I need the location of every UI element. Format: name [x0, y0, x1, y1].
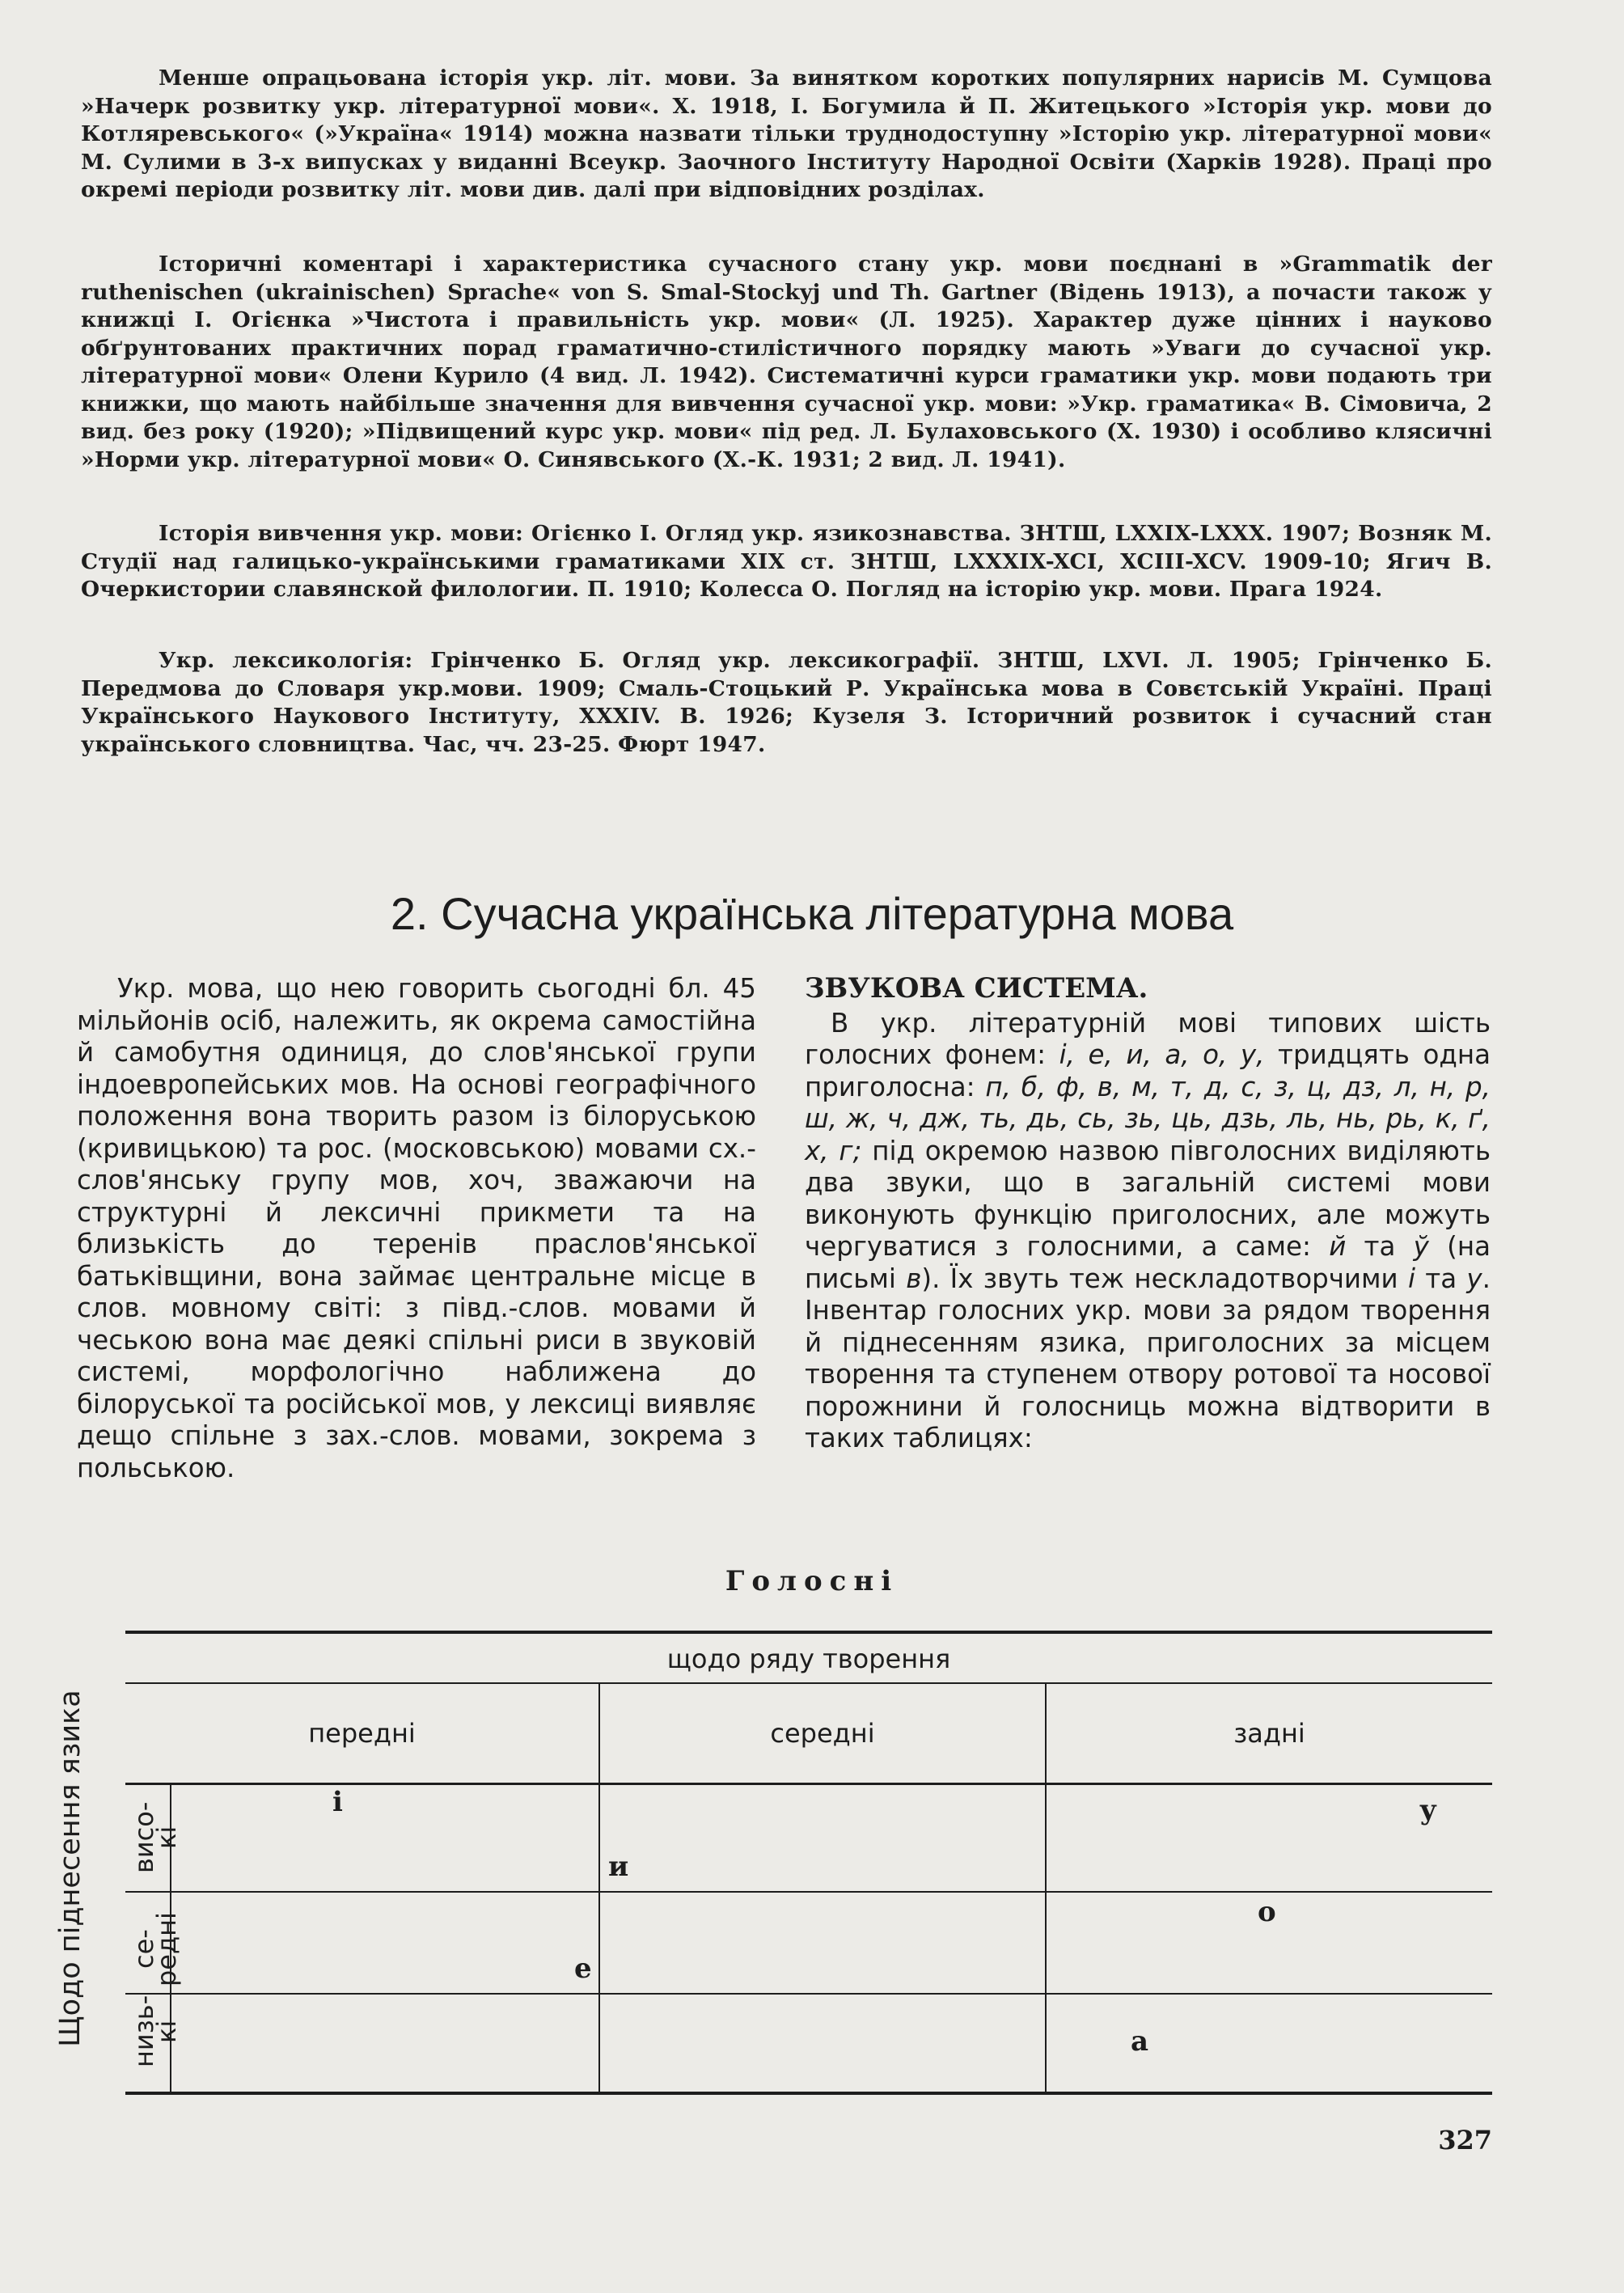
table-top-rule	[125, 1631, 1492, 1634]
table-row-rule-2	[125, 1993, 1492, 1995]
column-header-back: задні	[1233, 1718, 1305, 1749]
bibliography-paragraph-3: Історія вивчення укр. мови: Огієнко І. Огляд укр. язикознавства. ЗНТШ, LXXIX-LXXX. 1907; Возняк М. Студії над галицько-українськими граматиками XIX ст. ЗНТШ, LXXXIX-XCI, XCIII-XCV. 1909-10; Ягич В. Очеркистории славянской филологии. П. 1910; Колесса О. Погляд на історію укр. мови. Прага 1924.	[81, 521, 1492, 602]
vowel-o: о	[1258, 1896, 1276, 1928]
row-axis-label: Щодо піднесення язика	[54, 1690, 87, 2047]
column-header-front: передні	[308, 1718, 416, 1749]
row-label-low: низь-	[129, 1995, 159, 2067]
page-number: 327	[1438, 2125, 1492, 2156]
bibliography-paragraph-1: Менше опрацьована історія укр. літ. мови. За винятком коротких популярних нарисів М. Сумцова »Начерк розвитку укр. літературної мови«. Х. 1918, І. Богумила й П. Житецького »Історія укр. мови до Котляревського« (»Україна« 1914) можна назвати тільки труднодоступну »Історію укр. літературної мови« М. Сулими в 3-х випусках у виданні Всеукр. Заочного Інституту Народної Освіти (Харків 1928). Праці про окремі періоди розвитку літ. мови див. далі при відповідних розділах.	[81, 66, 1492, 202]
left-column-text: Укр. мова, що нею говорить сьогодні бл. 45 мільйонів осіб, належить, як окрема самостійна й самобутня одиниця, до слов'янської групи індоевропейських мов. На основі географічного положення вона творить разом із білоруською (кривицькою) та рос. (московською) мовами сх.-слов'янську групу мов, хоч, зважаючи на структурні й лексичні прикмети та на близькість до теренів праслов'янської батьківщини, вона займає центральне місце в слов. мовному світі: з півд.-слов. мовами й чеською вона має деякі спільні риси в звуковій системі, морфологічно наближена до білоруської та російської мов, у лексиці виявляє дещо спільне з зах.-слов. мовами, зокрема з польською.	[77, 973, 756, 1483]
table-bottom-rule	[125, 2092, 1492, 2095]
row-label-mid: се-	[129, 1929, 159, 1969]
vowel-a: а	[1131, 2025, 1149, 2058]
table-header-bottom-rule	[125, 1783, 1492, 1785]
table-header-rule	[125, 1682, 1492, 1684]
row-label-low-2: кі	[151, 2020, 182, 2043]
row-label-high-2: кі	[151, 1826, 182, 1849]
bibliography-paragraph-2: Історичні коментарі і характеристика сучасного стану укр. мови поєднані в »Grammatik der ruthenischen (ukrainischen) Sprache« von S. Smal-Stockyj und Th. Gartner (Відень 1913), а почасти також у книжці І. Огієнка »Чистота і правильність укр. мови« (Л. 1925). Характер дуже цінних і науково обґрунтованих практичних порад граматично-стилістичного порядку мають »Уваги до сучасної укр. літературної мови« Олени Курило (4 вид. Л. 1942). Систематичні курси граматики укр. мови подають три книжки, що мають найбільше значення для вивчення сучасної укр. мови: »Укр. граматика« В. Сімовича, 2 вид. без року (1920); »Підвищений курс укр. мови« під ред. Л. Булаховського (Х. 1930) і особливо клясичні »Норми укр. літературної мови« О. Синявського (Х.-К. 1931; 2 вид. Л. 1941).	[81, 252, 1492, 472]
sound-system-heading: ЗВУКОВА СИСТЕМА.	[805, 972, 1148, 1005]
sound-system-body: В укр. літературній мові типових шість голосних фонем: і, е, и, а, о, у, тридцять одна приголосна: п, б, ф, в, м, т, д, с, з, ц, дз, л, н, р, ш, ж, ч, дж, ть, дь, сь, зь, ць, дзь, ль, нь, рь, к, ґ, х, г; під окремою назвою півголосних виділяють два звуки, що в загальній системі мови виконують функцію приголосних, але можуть чергуватися з голосними, а саме: й та ў (на письмі в). Їх звуть теж нескладотворчими і та у. Інвентар голосних укр. мови за рядом творення й піднесенням язика, приголосних за місцем творення та ступенем отвору ротової та носової порожнини й голосниць можна відтворити в таких таблицях:	[805, 1007, 1491, 1453]
right-column-text	[805, 973, 1491, 1455]
vowel-table-caption: Голосні	[725, 1565, 899, 1597]
row-label-high: висо-	[129, 1801, 159, 1873]
column-header-central: середні	[770, 1718, 875, 1749]
section-title: 2. Сучасна українська літературна мова	[390, 888, 1234, 939]
row-label-mid-2: редні	[151, 1912, 182, 1986]
vowel-table	[125, 1631, 1492, 2096]
vowel-u: у	[1419, 1794, 1437, 1826]
vowel-y: и	[608, 1851, 629, 1883]
column-axis-label: щодо ряду творення	[666, 1644, 951, 1674]
vowel-i: і	[332, 1786, 343, 1818]
bibliography-paragraph-4: Укр. лексикологія: Грінченко Б. Огляд укр. лексикографії. ЗНТШ, LXVI. Л. 1905; Грінченко Б. Передмова до Словаря укр.мови. 1909; Смаль-Стоцький Р. Українська мова в Совєтській Україні. Праці Українського Наукового Інституту, XXXIV. В. 1926; Кузеля З. Історичний розвиток і сучасний стан українського словництва. Час, чч. 23-25. Фюрт 1947.	[81, 648, 1492, 757]
vowel-e: е	[574, 1952, 592, 1985]
table-row-rule-1	[125, 1891, 1492, 1893]
